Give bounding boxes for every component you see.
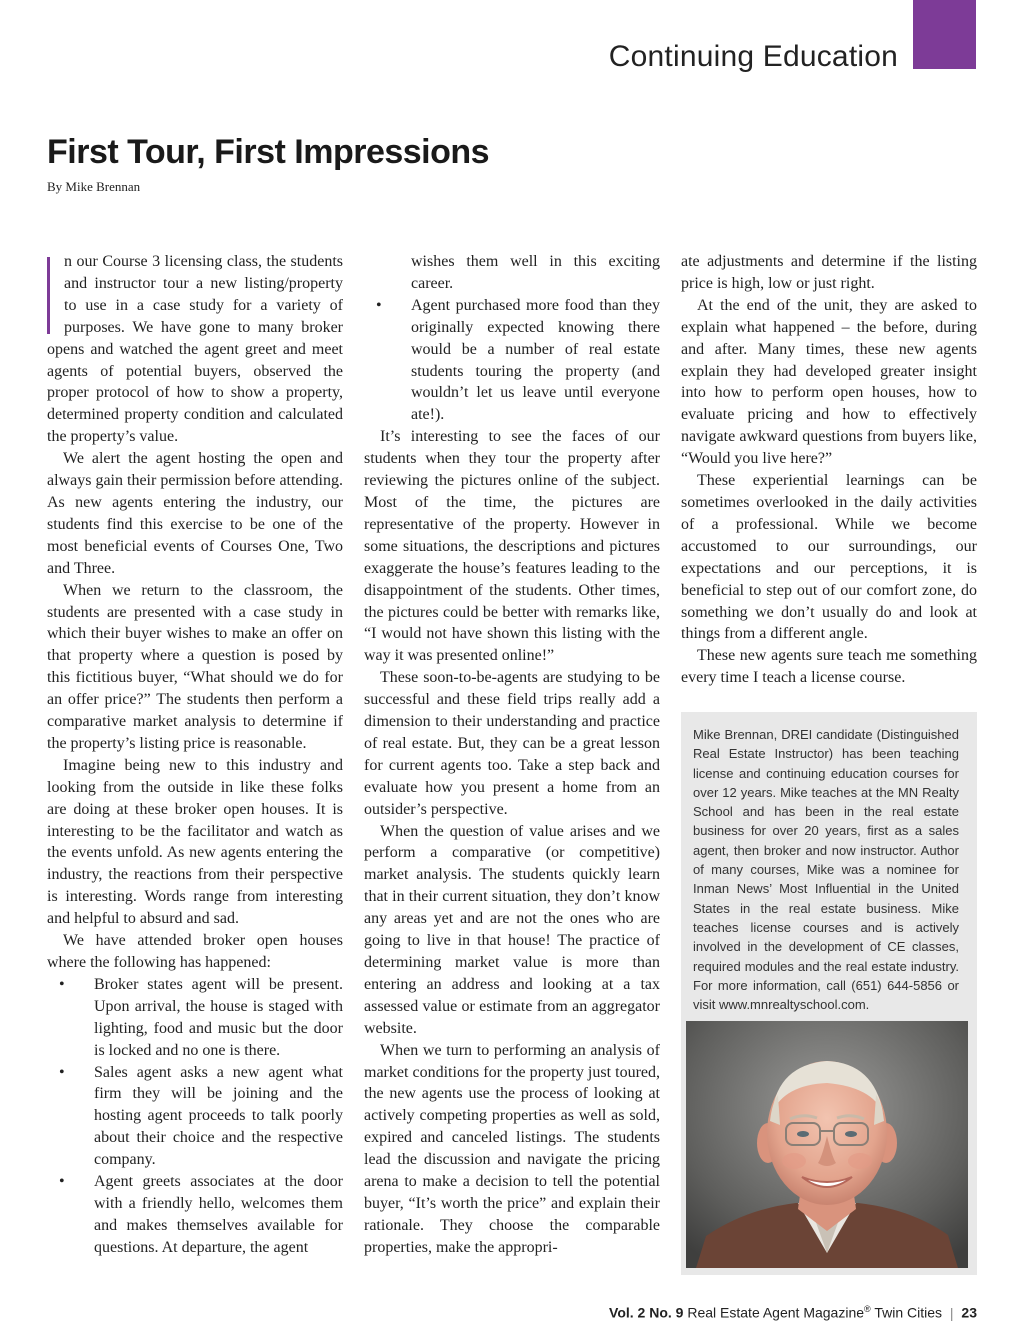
paragraph: At the end of the unit, they are asked to explain what happened – the before, during and after. Many times, these new agents explain they had developed greater insight into how to perform open houses, how to evaluate pricing and how to effectively navigate awkward questions from buyers like, “Would you live here?” <box>681 296 977 468</box>
article-column-1 <box>47 251 343 1259</box>
author-photo <box>686 1021 968 1268</box>
issue-volume: Vol. 2 No. 9 <box>609 1304 684 1321</box>
article-column-3 <box>681 251 977 689</box>
paragraph: We have attended broker open houses where the following has happened: <box>47 932 343 971</box>
list-item: • Agent purchased more food than they originally expected knowing there would be a number of real estate students touring the property (and wouldn’t let us leave until everyone ate!). <box>376 296 660 424</box>
paragraph: n our Course 3 licensing class, the students and instructor tour a new listing/property to use in a case study for a variety of purposes. We have gone to many broker opens and watched the agent greet and meet agents of potential buyers, observed the proper protocol of how to show a property, determined property condition and calculated the property’s value. <box>47 253 343 446</box>
bullet-list <box>47 974 343 1259</box>
bullet-list <box>364 295 660 426</box>
article-title: First Tour, First Impressions <box>47 133 490 171</box>
registered-mark: ® <box>864 1304 871 1314</box>
paragraph: When we return to the classroom, the students are presented with a case study in which their buyer wishes to make an offer on that property where a question is posed by this fictitious buyer, “What should we do for an offer price?” The students then perform a comparative market analysis to determine if the property’s listing price is reasonable. <box>47 581 343 752</box>
page-number: 23 <box>961 1304 977 1321</box>
magazine-region: Twin Cities <box>874 1304 942 1321</box>
paragraph: Imagine being new to this industry and looking from the outside in like these folks are doing at these broker open houses. It is interesting to be the facilitator and watch as the events unfold. As new agents entering the industry, the reactions from their perspective is interesting. Words range from interesting and helpful to absurd and sad. <box>47 756 343 928</box>
list-item-continuation: wishes them well in this exciting career. <box>411 253 660 292</box>
paragraph: ate adjustments and determine if the listing price is high, low or just right. <box>681 253 977 292</box>
paragraph: When the question of value arises and we perform a comparative (or competitive) market analysis. The students quickly learn that in their current situation, they don’t know any areas yet and are not the ones who are going to live in that house! The practice of determining market value is more than entering an address and looking at a tax assessed value or estimate from an aggregator website. <box>364 822 660 1037</box>
article-byline: By Mike Brennan <box>47 179 141 194</box>
list-item: • Agent greets associates at the door with a friendly hello, welcomes them and makes themselves available for questions. At departure, the agent <box>59 1173 343 1256</box>
paragraph: These experiential learnings can be sometimes overlooked in the daily activities of a professional. While we become accustomed to our surroundings, our expectations and our perceptions, it is beneficial to step out of our comfort zone, do something we don’t usually do and look at things from a different angle. <box>681 472 977 643</box>
section-label: Continuing Education <box>608 40 898 73</box>
paragraph: These soon-to-be-agents are studying to be successful and these field trips really add a dimension to their understanding and practice of real estate. But, they can be a great lesson for current agents too. Take a step back and evaluate how you present a home from an outsider’s perspective. <box>364 669 660 818</box>
article-column-2 <box>364 251 660 1259</box>
paragraph: When we turn to performing an analysis of market conditions for the property just toured, the new agents use the process of looking at actively competing properties as well as sold, expired and canceled listings. The students lead the discussion and navigate the pricing arena to make a decision to tell the potential buyer, “It’s worth the price” and explain their rationale. They choose the comparable properties, make the appropri- <box>364 1041 660 1256</box>
magazine-name: Real Estate Agent Magazine <box>687 1304 865 1321</box>
paragraph: It’s interesting to see the faces of our students when they tour the property after reviewing the pictures online of the subject. Most of the time, the pictures are representative of the property. However in some situations, the descriptions and pictures exaggerate the house’s features leading to the disappointment of the students. Other times, the pictures could be better with remarks like, “I would not have shown this listing with the way it was presented online!” <box>364 428 660 665</box>
list-item: • Broker states agent will be present. Upon arrival, the house is staged with lighting, food and music but the door is locked and no one is there. <box>59 975 343 1059</box>
page-footer <box>609 1304 977 1321</box>
drop-cap-bar <box>47 257 50 334</box>
paragraph: We alert the agent hosting the open and always gain their permission before attending. As new agents entering the industry, our students find this exercise to be one of the most beneficial events of Courses One, Two and Three. <box>47 450 343 577</box>
footer-separator: | <box>949 1304 954 1321</box>
section-accent-bar <box>913 0 976 69</box>
paragraph: These new agents sure teach me something every time I teach a license course. <box>681 647 977 687</box>
list-item: • Sales agent asks a new agent what firm they will be joining and the hosting agent proceeds to talk poorly about their choice and the respective company. <box>59 1063 343 1169</box>
author-bio-text: Mike Brennan, DREI candidate (Distinguished Real Estate Instructor) has been teaching license and continuing education courses for over 12 years. Mike teaches at the MN Realty School and has been in the real estate business for over 20 years, first as a sales agent, then broker and now instructor. Author of many courses, Mike was a nominee for Inman News’ Most Influential in the United States in the real estate business. Mike teaches license courses and is actively involved in the development of CE classes, required modules and the real estate industry. For more information, call (651) 644-5856 or visit www.mnrealtyschool.com. <box>693 727 959 1013</box>
